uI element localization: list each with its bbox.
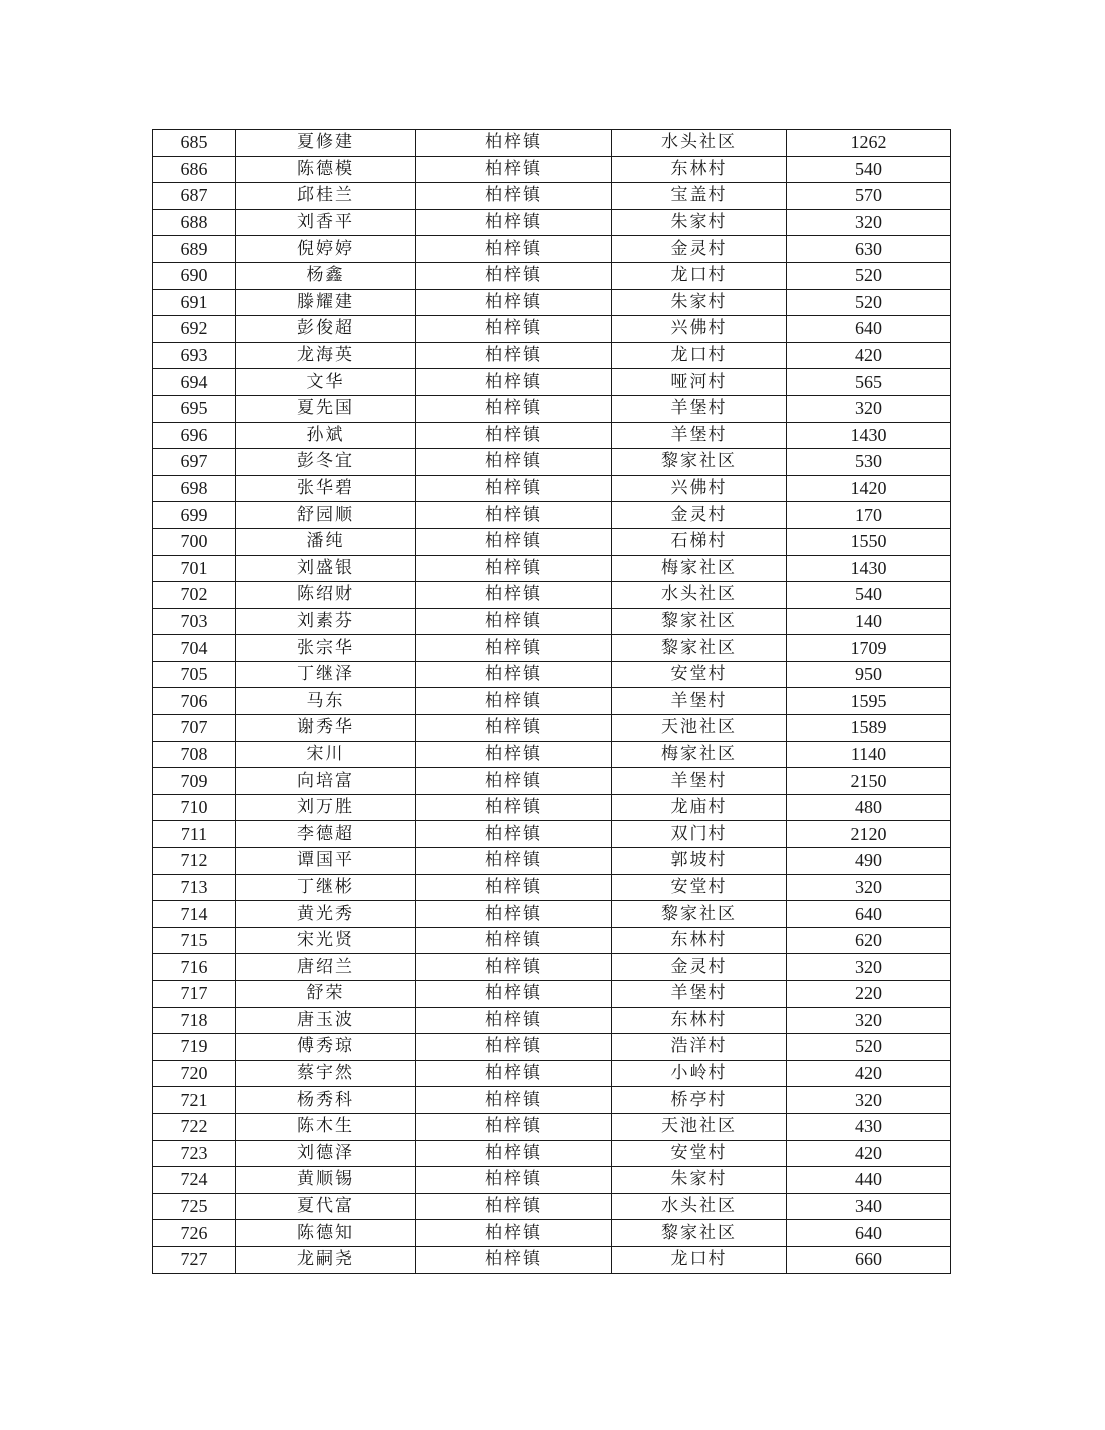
town-cell: 柏梓镇 [416, 1113, 612, 1140]
village-cell: 双门村 [612, 821, 787, 848]
village-cell: 金灵村 [612, 954, 787, 981]
name-cell: 刘德泽 [236, 1140, 416, 1167]
amount-cell: 420 [787, 1060, 951, 1087]
town-cell: 柏梓镇 [416, 1007, 612, 1034]
village-cell: 水头社区 [612, 582, 787, 609]
amount-cell: 530 [787, 449, 951, 476]
table-row [153, 449, 951, 476]
village-cell: 梅家社区 [612, 741, 787, 768]
town-cell: 柏梓镇 [416, 608, 612, 635]
village-cell: 龙口村 [612, 342, 787, 369]
name-cell: 舒园顺 [236, 502, 416, 529]
amount-cell: 320 [787, 209, 951, 236]
town-cell: 柏梓镇 [416, 901, 612, 928]
name-cell: 夏代富 [236, 1193, 416, 1220]
name-cell: 蔡宇然 [236, 1060, 416, 1087]
row-number-cell: 688 [153, 209, 236, 236]
table-row [153, 635, 951, 662]
village-cell: 龙庙村 [612, 794, 787, 821]
town-cell: 柏梓镇 [416, 954, 612, 981]
village-cell: 安堂村 [612, 661, 787, 688]
table-row [153, 1193, 951, 1220]
row-number-cell: 705 [153, 661, 236, 688]
row-number-cell: 696 [153, 422, 236, 449]
name-cell: 夏先国 [236, 395, 416, 422]
town-cell: 柏梓镇 [416, 502, 612, 529]
table-row [153, 1167, 951, 1194]
town-cell: 柏梓镇 [416, 395, 612, 422]
table-row [153, 848, 951, 875]
table-row [153, 130, 951, 157]
name-cell: 滕耀建 [236, 289, 416, 316]
table-row [153, 475, 951, 502]
row-number-cell: 689 [153, 236, 236, 263]
village-cell: 黎家社区 [612, 608, 787, 635]
name-cell: 杨鑫 [236, 262, 416, 289]
town-cell: 柏梓镇 [416, 528, 612, 555]
town-cell: 柏梓镇 [416, 1140, 612, 1167]
name-cell: 马东 [236, 688, 416, 715]
row-number-cell: 710 [153, 794, 236, 821]
amount-cell: 140 [787, 608, 951, 635]
town-cell: 柏梓镇 [416, 555, 612, 582]
village-cell: 东林村 [612, 1007, 787, 1034]
table-row [153, 1034, 951, 1061]
village-cell: 石梯村 [612, 528, 787, 555]
village-cell: 黎家社区 [612, 449, 787, 476]
town-cell: 柏梓镇 [416, 449, 612, 476]
amount-cell: 490 [787, 848, 951, 875]
name-cell: 张华碧 [236, 475, 416, 502]
table-row [153, 1140, 951, 1167]
village-cell: 羊堡村 [612, 688, 787, 715]
village-cell: 安堂村 [612, 874, 787, 901]
amount-cell: 320 [787, 954, 951, 981]
amount-cell: 1589 [787, 715, 951, 742]
amount-cell: 340 [787, 1193, 951, 1220]
row-number-cell: 709 [153, 768, 236, 795]
town-cell: 柏梓镇 [416, 768, 612, 795]
name-cell: 宋光贤 [236, 927, 416, 954]
name-cell: 向培富 [236, 768, 416, 795]
name-cell: 黄顺锡 [236, 1167, 416, 1194]
amount-cell: 1262 [787, 130, 951, 157]
row-number-cell: 690 [153, 262, 236, 289]
amount-cell: 520 [787, 262, 951, 289]
table-row [153, 768, 951, 795]
name-cell: 唐玉波 [236, 1007, 416, 1034]
table-row [153, 1220, 951, 1247]
town-cell: 柏梓镇 [416, 821, 612, 848]
name-cell: 倪婷婷 [236, 236, 416, 263]
row-number-cell: 703 [153, 608, 236, 635]
row-number-cell: 686 [153, 156, 236, 183]
name-cell: 丁继泽 [236, 661, 416, 688]
table-row [153, 395, 951, 422]
row-number-cell: 720 [153, 1060, 236, 1087]
village-cell: 羊堡村 [612, 768, 787, 795]
name-cell: 孙斌 [236, 422, 416, 449]
town-cell: 柏梓镇 [416, 422, 612, 449]
table-row [153, 901, 951, 928]
town-cell: 柏梓镇 [416, 688, 612, 715]
row-number-cell: 685 [153, 130, 236, 157]
town-cell: 柏梓镇 [416, 1246, 612, 1273]
row-number-cell: 711 [153, 821, 236, 848]
village-cell: 天池社区 [612, 1113, 787, 1140]
table-row [153, 874, 951, 901]
row-number-cell: 715 [153, 927, 236, 954]
name-cell: 陈德知 [236, 1220, 416, 1247]
village-cell: 黎家社区 [612, 1220, 787, 1247]
table-row [153, 316, 951, 343]
name-cell: 陈绍财 [236, 582, 416, 609]
amount-cell: 630 [787, 236, 951, 263]
table-row [153, 1007, 951, 1034]
town-cell: 柏梓镇 [416, 794, 612, 821]
row-number-cell: 693 [153, 342, 236, 369]
town-cell: 柏梓镇 [416, 1060, 612, 1087]
row-number-cell: 717 [153, 981, 236, 1008]
town-cell: 柏梓镇 [416, 1167, 612, 1194]
row-number-cell: 719 [153, 1034, 236, 1061]
town-cell: 柏梓镇 [416, 1087, 612, 1114]
table-row [153, 1060, 951, 1087]
village-cell: 小岭村 [612, 1060, 787, 1087]
name-cell: 谢秀华 [236, 715, 416, 742]
row-number-cell: 716 [153, 954, 236, 981]
town-cell: 柏梓镇 [416, 661, 612, 688]
name-cell: 潘纯 [236, 528, 416, 555]
amount-cell: 1709 [787, 635, 951, 662]
table-row [153, 369, 951, 396]
table-row [153, 794, 951, 821]
name-cell: 李德超 [236, 821, 416, 848]
amount-cell: 950 [787, 661, 951, 688]
amount-cell: 420 [787, 1140, 951, 1167]
amount-cell: 640 [787, 1220, 951, 1247]
village-cell: 梅家社区 [612, 555, 787, 582]
table-row [153, 342, 951, 369]
village-cell: 东林村 [612, 156, 787, 183]
row-number-cell: 697 [153, 449, 236, 476]
village-cell: 黎家社区 [612, 901, 787, 928]
table-row [153, 608, 951, 635]
name-cell: 唐绍兰 [236, 954, 416, 981]
row-number-cell: 695 [153, 395, 236, 422]
name-cell: 谭国平 [236, 848, 416, 875]
table-row [153, 821, 951, 848]
village-cell: 黎家社区 [612, 635, 787, 662]
name-cell: 黄光秀 [236, 901, 416, 928]
village-cell: 天池社区 [612, 715, 787, 742]
amount-cell: 320 [787, 874, 951, 901]
town-cell: 柏梓镇 [416, 236, 612, 263]
name-cell: 丁继彬 [236, 874, 416, 901]
table-row [153, 981, 951, 1008]
amount-cell: 480 [787, 794, 951, 821]
name-cell: 刘素芬 [236, 608, 416, 635]
amount-cell: 565 [787, 369, 951, 396]
row-number-cell: 713 [153, 874, 236, 901]
table-row [153, 183, 951, 210]
row-number-cell: 704 [153, 635, 236, 662]
name-cell: 张宗华 [236, 635, 416, 662]
name-cell: 傅秀琼 [236, 1034, 416, 1061]
row-number-cell: 702 [153, 582, 236, 609]
village-cell: 东林村 [612, 927, 787, 954]
amount-cell: 540 [787, 582, 951, 609]
amount-cell: 1595 [787, 688, 951, 715]
name-cell: 文华 [236, 369, 416, 396]
row-number-cell: 724 [153, 1167, 236, 1194]
village-cell: 朱家村 [612, 209, 787, 236]
town-cell: 柏梓镇 [416, 156, 612, 183]
name-cell: 刘香平 [236, 209, 416, 236]
row-number-cell: 721 [153, 1087, 236, 1114]
table-row [153, 422, 951, 449]
village-cell: 朱家村 [612, 1167, 787, 1194]
row-number-cell: 723 [153, 1140, 236, 1167]
town-cell: 柏梓镇 [416, 582, 612, 609]
village-cell: 宝盖村 [612, 183, 787, 210]
town-cell: 柏梓镇 [416, 369, 612, 396]
village-cell: 羊堡村 [612, 422, 787, 449]
amount-cell: 660 [787, 1246, 951, 1273]
town-cell: 柏梓镇 [416, 874, 612, 901]
table-row [153, 156, 951, 183]
village-cell: 安堂村 [612, 1140, 787, 1167]
amount-cell: 640 [787, 901, 951, 928]
town-cell: 柏梓镇 [416, 1220, 612, 1247]
amount-cell: 430 [787, 1113, 951, 1140]
table-row [153, 954, 951, 981]
roster-table [152, 129, 951, 1274]
town-cell: 柏梓镇 [416, 316, 612, 343]
table-row [153, 262, 951, 289]
row-number-cell: 691 [153, 289, 236, 316]
name-cell: 龙海英 [236, 342, 416, 369]
town-cell: 柏梓镇 [416, 741, 612, 768]
village-cell: 哑河村 [612, 369, 787, 396]
village-cell: 朱家村 [612, 289, 787, 316]
row-number-cell: 701 [153, 555, 236, 582]
village-cell: 金灵村 [612, 502, 787, 529]
village-cell: 羊堡村 [612, 395, 787, 422]
amount-cell: 1430 [787, 422, 951, 449]
row-number-cell: 727 [153, 1246, 236, 1273]
table-row [153, 1087, 951, 1114]
table-row [153, 289, 951, 316]
table-row [153, 582, 951, 609]
town-cell: 柏梓镇 [416, 715, 612, 742]
name-cell: 彭冬宜 [236, 449, 416, 476]
name-cell: 刘万胜 [236, 794, 416, 821]
amount-cell: 540 [787, 156, 951, 183]
amount-cell: 2120 [787, 821, 951, 848]
row-number-cell: 714 [153, 901, 236, 928]
table-row [153, 927, 951, 954]
table-row [153, 555, 951, 582]
town-cell: 柏梓镇 [416, 635, 612, 662]
amount-cell: 220 [787, 981, 951, 1008]
name-cell: 夏修建 [236, 130, 416, 157]
village-cell: 浩洋村 [612, 1034, 787, 1061]
amount-cell: 440 [787, 1167, 951, 1194]
name-cell: 龙嗣尧 [236, 1246, 416, 1273]
table-row [153, 688, 951, 715]
amount-cell: 2150 [787, 768, 951, 795]
town-cell: 柏梓镇 [416, 262, 612, 289]
town-cell: 柏梓镇 [416, 475, 612, 502]
amount-cell: 1420 [787, 475, 951, 502]
amount-cell: 170 [787, 502, 951, 529]
row-number-cell: 699 [153, 502, 236, 529]
row-number-cell: 694 [153, 369, 236, 396]
roster-table-body [153, 130, 951, 1274]
town-cell: 柏梓镇 [416, 1193, 612, 1220]
row-number-cell: 708 [153, 741, 236, 768]
amount-cell: 570 [787, 183, 951, 210]
row-number-cell: 726 [153, 1220, 236, 1247]
amount-cell: 520 [787, 289, 951, 316]
village-cell: 水头社区 [612, 1193, 787, 1220]
name-cell: 陈德模 [236, 156, 416, 183]
row-number-cell: 706 [153, 688, 236, 715]
row-number-cell: 718 [153, 1007, 236, 1034]
table-row [153, 1246, 951, 1273]
table-row [153, 236, 951, 263]
table-row [153, 528, 951, 555]
amount-cell: 420 [787, 342, 951, 369]
town-cell: 柏梓镇 [416, 130, 612, 157]
village-cell: 羊堡村 [612, 981, 787, 1008]
table-row [153, 1113, 951, 1140]
village-cell: 郭坡村 [612, 848, 787, 875]
village-cell: 龙口村 [612, 1246, 787, 1273]
amount-cell: 320 [787, 395, 951, 422]
town-cell: 柏梓镇 [416, 1034, 612, 1061]
town-cell: 柏梓镇 [416, 183, 612, 210]
town-cell: 柏梓镇 [416, 848, 612, 875]
town-cell: 柏梓镇 [416, 342, 612, 369]
row-number-cell: 722 [153, 1113, 236, 1140]
name-cell: 舒荣 [236, 981, 416, 1008]
row-number-cell: 707 [153, 715, 236, 742]
name-cell: 刘盛银 [236, 555, 416, 582]
town-cell: 柏梓镇 [416, 927, 612, 954]
row-number-cell: 725 [153, 1193, 236, 1220]
town-cell: 柏梓镇 [416, 981, 612, 1008]
amount-cell: 1430 [787, 555, 951, 582]
village-cell: 兴佛村 [612, 475, 787, 502]
village-cell: 桥亭村 [612, 1087, 787, 1114]
table-row [153, 209, 951, 236]
row-number-cell: 692 [153, 316, 236, 343]
name-cell: 陈木生 [236, 1113, 416, 1140]
town-cell: 柏梓镇 [416, 209, 612, 236]
amount-cell: 320 [787, 1007, 951, 1034]
table-row [153, 502, 951, 529]
amount-cell: 320 [787, 1087, 951, 1114]
name-cell: 宋川 [236, 741, 416, 768]
row-number-cell: 687 [153, 183, 236, 210]
amount-cell: 620 [787, 927, 951, 954]
name-cell: 杨秀科 [236, 1087, 416, 1114]
row-number-cell: 712 [153, 848, 236, 875]
name-cell: 彭俊超 [236, 316, 416, 343]
amount-cell: 640 [787, 316, 951, 343]
village-cell: 水头社区 [612, 130, 787, 157]
row-number-cell: 700 [153, 528, 236, 555]
table-row [153, 661, 951, 688]
amount-cell: 1140 [787, 741, 951, 768]
village-cell: 兴佛村 [612, 316, 787, 343]
table-row [153, 741, 951, 768]
village-cell: 金灵村 [612, 236, 787, 263]
row-number-cell: 698 [153, 475, 236, 502]
village-cell: 龙口村 [612, 262, 787, 289]
table-row [153, 715, 951, 742]
amount-cell: 520 [787, 1034, 951, 1061]
amount-cell: 1550 [787, 528, 951, 555]
name-cell: 邱桂兰 [236, 183, 416, 210]
town-cell: 柏梓镇 [416, 289, 612, 316]
